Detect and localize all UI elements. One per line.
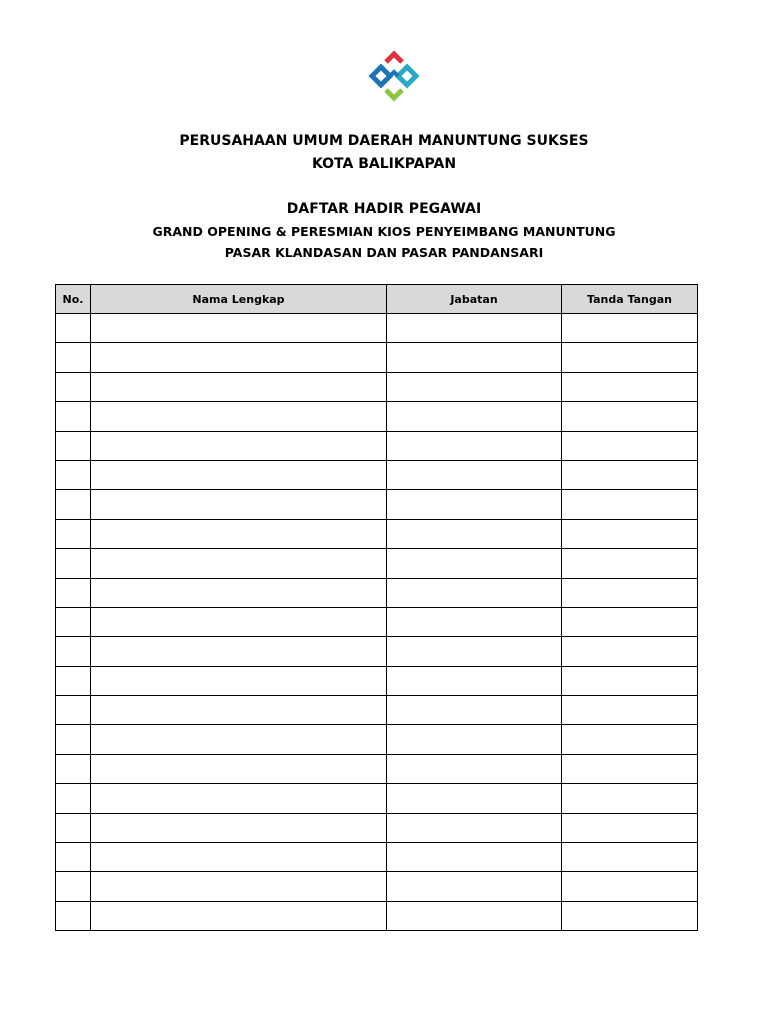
cell-jabatan [387, 607, 562, 636]
cell-no [56, 872, 91, 901]
table-row [56, 637, 698, 666]
cell-no [56, 343, 91, 372]
cell-no [56, 843, 91, 872]
cell-nama-lengkap [91, 696, 387, 725]
cell-tanda-tangan [562, 754, 698, 783]
table-row [56, 872, 698, 901]
cell-tanda-tangan [562, 725, 698, 754]
cell-tanda-tangan [562, 549, 698, 578]
cell-no [56, 490, 91, 519]
table-row [56, 402, 698, 431]
cell-nama-lengkap [91, 549, 387, 578]
cell-nama-lengkap [91, 725, 387, 754]
cell-no [56, 431, 91, 460]
cell-jabatan [387, 343, 562, 372]
cell-tanda-tangan [562, 490, 698, 519]
cell-tanda-tangan [562, 607, 698, 636]
attendance-table [55, 284, 698, 931]
cell-no [56, 666, 91, 695]
cell-no [56, 402, 91, 431]
cell-tanda-tangan [562, 901, 698, 930]
table-header-row [56, 285, 698, 314]
cell-nama-lengkap [91, 637, 387, 666]
organization-logo-icon [366, 48, 422, 104]
cell-jabatan [387, 314, 562, 343]
cell-nama-lengkap [91, 843, 387, 872]
cell-jabatan [387, 725, 562, 754]
cell-nama-lengkap [91, 431, 387, 460]
attendance-rows [56, 314, 698, 931]
cell-no [56, 637, 91, 666]
city-name: KOTA BALIKPAPAN [311, 156, 457, 172]
cell-tanda-tangan [562, 314, 698, 343]
event-title-line2: PASAR KLANDASAN DAN PASAR PANDANSARI [224, 245, 544, 260]
cell-no [56, 901, 91, 930]
cell-tanda-tangan [562, 460, 698, 489]
table-row [56, 666, 698, 695]
cell-no [56, 754, 91, 783]
cell-nama-lengkap [91, 343, 387, 372]
cell-tanda-tangan [562, 372, 698, 401]
table-row [56, 549, 698, 578]
cell-nama-lengkap [91, 607, 387, 636]
cell-no [56, 578, 91, 607]
cell-jabatan [387, 872, 562, 901]
table-row [56, 460, 698, 489]
cell-tanda-tangan [562, 637, 698, 666]
cell-no [56, 314, 91, 343]
cell-nama-lengkap [91, 666, 387, 695]
cell-nama-lengkap [91, 872, 387, 901]
cell-jabatan [387, 754, 562, 783]
cell-nama-lengkap [91, 784, 387, 813]
cell-jabatan [387, 784, 562, 813]
table-row [56, 314, 698, 343]
cell-jabatan [387, 578, 562, 607]
cell-jabatan [387, 431, 562, 460]
cell-no [56, 372, 91, 401]
cell-no [56, 549, 91, 578]
cell-tanda-tangan [562, 872, 698, 901]
document-title: DAFTAR HADIR PEGAWAI [286, 201, 482, 217]
cell-tanda-tangan [562, 843, 698, 872]
cell-jabatan [387, 460, 562, 489]
organization-name: PERUSAHAAN UMUM DAERAH MANUNTUNG SUKSES [179, 133, 589, 149]
column-header-jabatan: Jabatan [387, 285, 562, 314]
cell-jabatan [387, 402, 562, 431]
cell-nama-lengkap [91, 813, 387, 842]
table-row [56, 813, 698, 842]
table-row [56, 696, 698, 725]
cell-tanda-tangan [562, 431, 698, 460]
cell-no [56, 519, 91, 548]
cell-nama-lengkap [91, 372, 387, 401]
cell-no [56, 607, 91, 636]
table-row [56, 843, 698, 872]
cell-no [56, 813, 91, 842]
cell-jabatan [387, 549, 562, 578]
cell-jabatan [387, 372, 562, 401]
cell-tanda-tangan [562, 784, 698, 813]
cell-nama-lengkap [91, 402, 387, 431]
cell-no [56, 725, 91, 754]
cell-nama-lengkap [91, 901, 387, 930]
column-header-no: No. [56, 285, 91, 314]
cell-jabatan [387, 637, 562, 666]
table-row [56, 901, 698, 930]
cell-jabatan [387, 490, 562, 519]
table-row [56, 490, 698, 519]
cell-nama-lengkap [91, 314, 387, 343]
cell-jabatan [387, 843, 562, 872]
cell-jabatan [387, 519, 562, 548]
table-row [56, 431, 698, 460]
table-row [56, 754, 698, 783]
table-row [56, 607, 698, 636]
column-header-tanda-tangan: Tanda Tangan [562, 285, 698, 314]
cell-jabatan [387, 901, 562, 930]
cell-no [56, 784, 91, 813]
cell-jabatan [387, 696, 562, 725]
cell-tanda-tangan [562, 519, 698, 548]
column-header-nama-lengkap: Nama Lengkap [91, 285, 387, 314]
cell-nama-lengkap [91, 754, 387, 783]
cell-tanda-tangan [562, 343, 698, 372]
event-title-line1: GRAND OPENING & PERESMIAN KIOS PENYEIMBANG MANUNTUNG [152, 224, 616, 239]
cell-jabatan [387, 666, 562, 695]
cell-tanda-tangan [562, 696, 698, 725]
table-row [56, 343, 698, 372]
cell-tanda-tangan [562, 578, 698, 607]
cell-tanda-tangan [562, 666, 698, 695]
cell-nama-lengkap [91, 490, 387, 519]
cell-nama-lengkap [91, 519, 387, 548]
cell-no [56, 460, 91, 489]
cell-nama-lengkap [91, 460, 387, 489]
cell-jabatan [387, 813, 562, 842]
cell-no [56, 696, 91, 725]
table-row [56, 725, 698, 754]
table-row [56, 784, 698, 813]
cell-tanda-tangan [562, 402, 698, 431]
table-row [56, 578, 698, 607]
table-row [56, 372, 698, 401]
table-row [56, 519, 698, 548]
cell-nama-lengkap [91, 578, 387, 607]
cell-tanda-tangan [562, 813, 698, 842]
